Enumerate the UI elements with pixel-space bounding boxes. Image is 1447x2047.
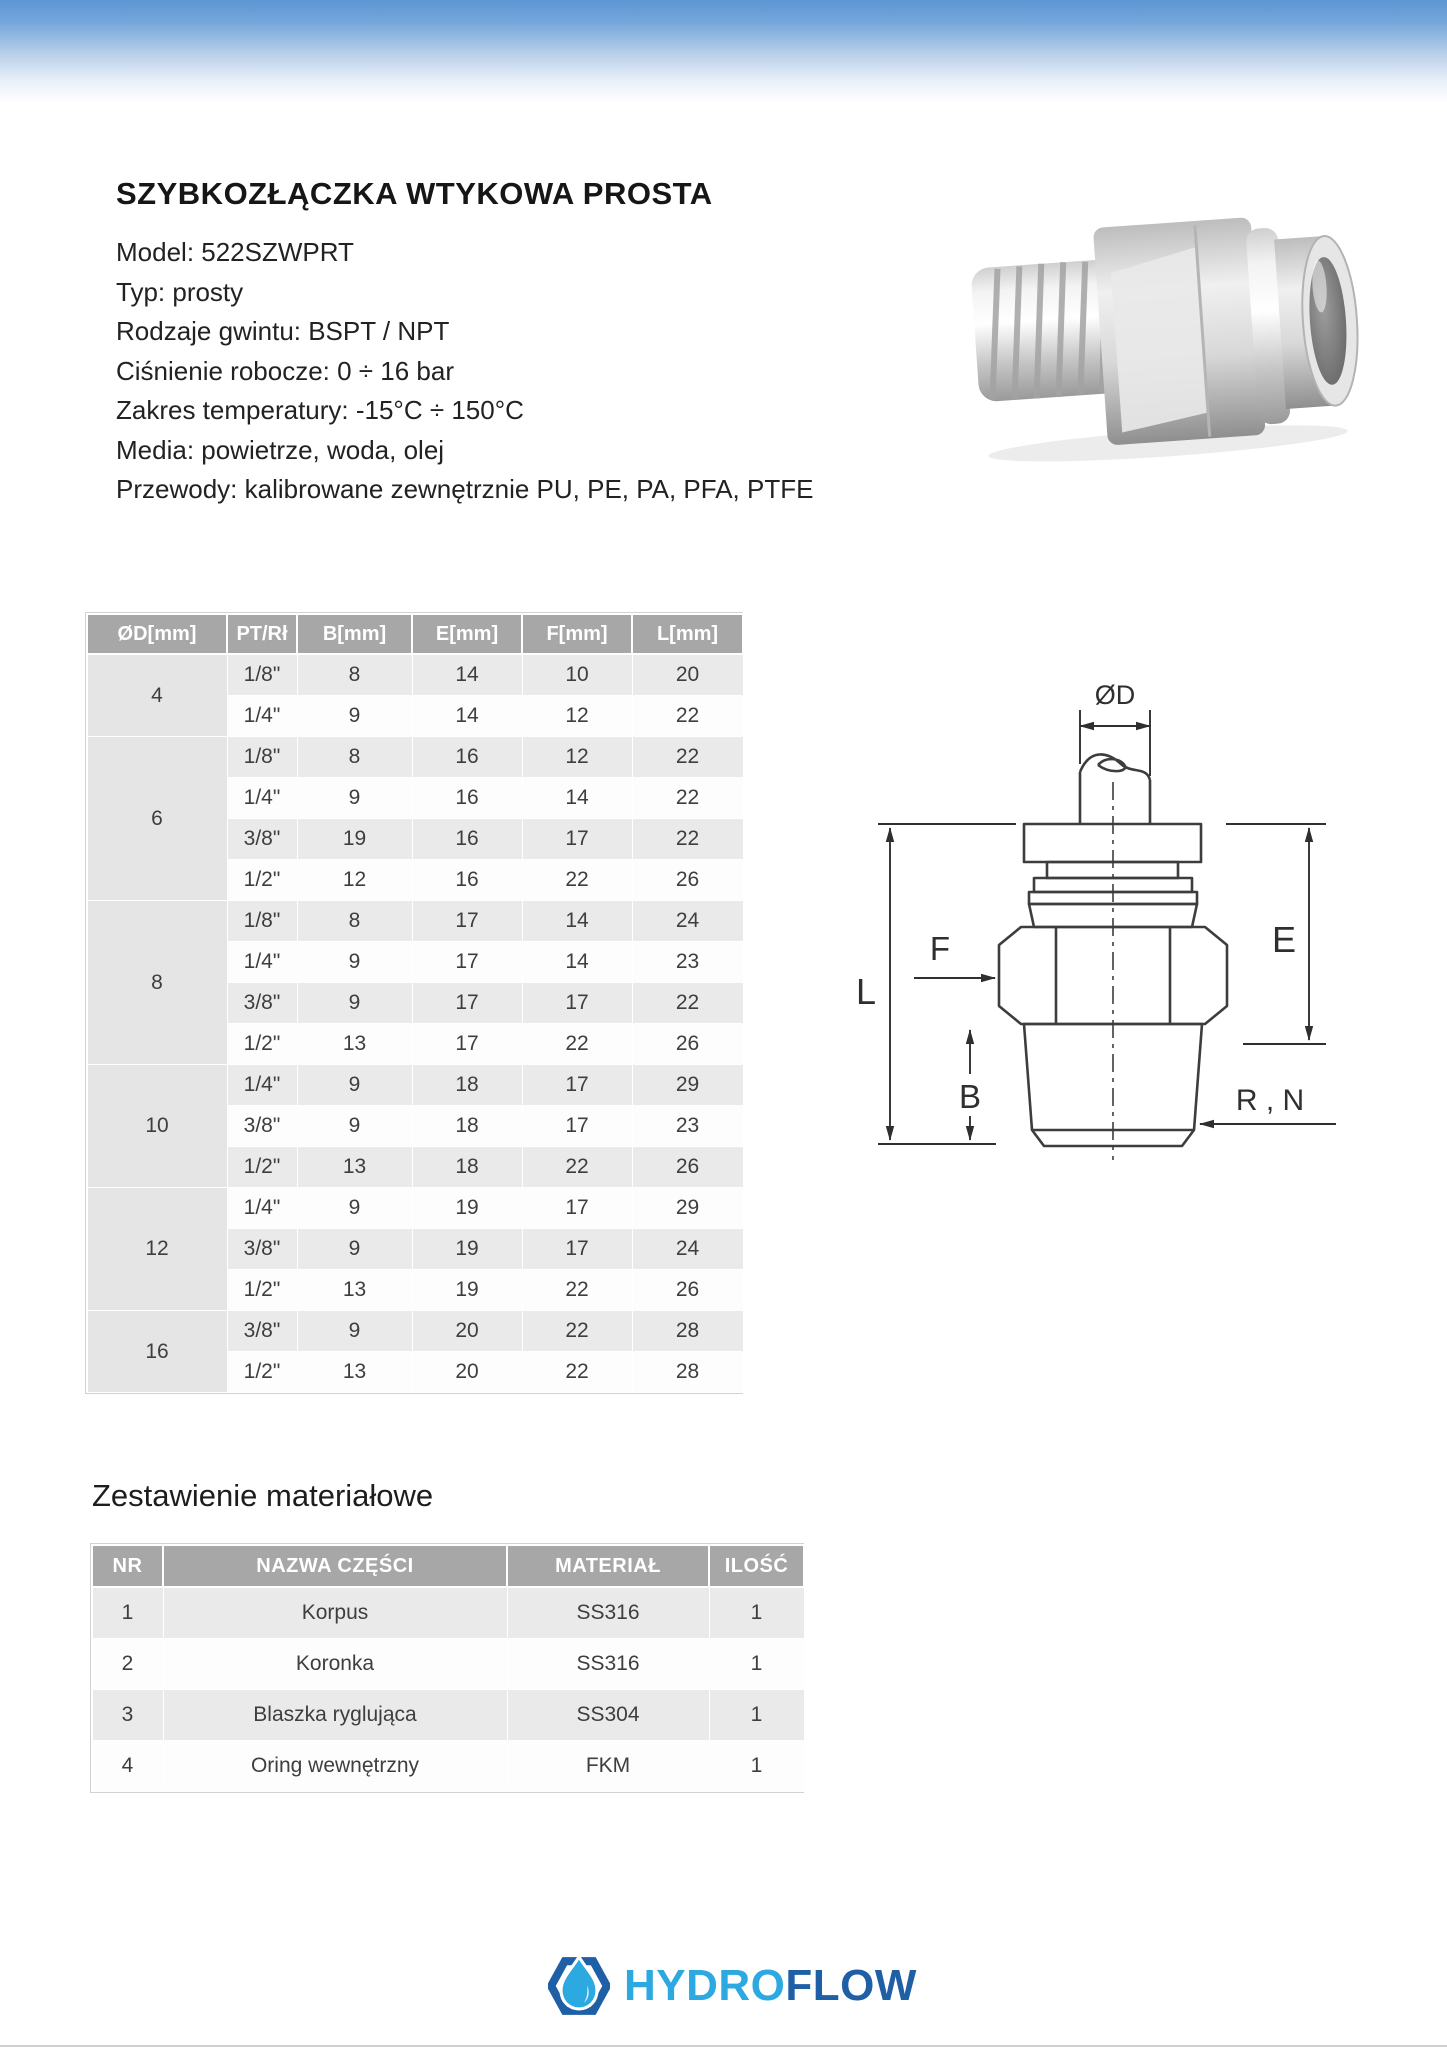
- dimension-cell: 28: [632, 1311, 743, 1352]
- dimension-cell: 22: [522, 1311, 632, 1352]
- page-title: SZYBKOZŁĄCZKA WTYKOWA PROSTA: [116, 176, 713, 211]
- dimension-cell: 14: [522, 778, 632, 819]
- dimension-table-header-row: [87, 614, 743, 654]
- dimension-row: [87, 1188, 743, 1229]
- dimension-cell: 1/4": [227, 1065, 297, 1106]
- dim-label-length: L: [855, 971, 877, 1012]
- dim-length: [856, 824, 1016, 1144]
- dimension-cell: 22: [522, 860, 632, 901]
- dimension-cell: 1/8": [227, 737, 297, 778]
- dimension-cell: 22: [632, 696, 743, 737]
- dim-label-diameter: ØD: [1094, 680, 1136, 710]
- hydroflow-logo: [548, 1952, 917, 2020]
- dim-b: [959, 1030, 981, 1140]
- logo-text-hydro: HYDRO: [624, 1961, 786, 2010]
- dimension-cell: 20: [412, 1352, 522, 1393]
- dimension-cell: 22: [522, 1270, 632, 1311]
- dimension-cell: 18: [412, 1065, 522, 1106]
- dimension-cell: 26: [632, 1270, 743, 1311]
- col-header-thread: PT/Rł: [227, 614, 297, 654]
- dimension-cell: 14: [412, 696, 522, 737]
- material-row: [92, 1639, 804, 1690]
- dimension-cell: 17: [522, 1188, 632, 1229]
- col-header-nr: NR: [92, 1545, 163, 1587]
- material-row: [92, 1587, 804, 1639]
- dimension-cell: 1/4": [227, 1188, 297, 1229]
- header-gradient-band: [0, 0, 1447, 104]
- dimension-cell: 1/4": [227, 778, 297, 819]
- diagram-tube: [1080, 754, 1150, 824]
- dimension-cell: 10: [522, 654, 632, 696]
- material-cell: 4: [92, 1741, 163, 1792]
- dimension-cell: 1/2": [227, 1024, 297, 1065]
- material-cell: SS316: [507, 1639, 709, 1690]
- dimension-cell: 14: [412, 654, 522, 696]
- product-specs: [116, 233, 813, 510]
- dimension-cell: 17: [522, 1065, 632, 1106]
- dimension-cell: 17: [522, 983, 632, 1024]
- dimension-cell: 22: [522, 1024, 632, 1065]
- dimension-cell: 18: [412, 1147, 522, 1188]
- dimension-cell: 19: [412, 1188, 522, 1229]
- dimension-cell: 28: [632, 1352, 743, 1393]
- material-cell: Oring wewnętrzny: [163, 1741, 507, 1792]
- spec-line: Ciśnienie robocze: 0 ÷ 16 bar: [116, 355, 455, 386]
- dimension-cell: 29: [632, 1188, 743, 1229]
- dimension-cell: 3/8": [227, 1106, 297, 1147]
- dimension-cell: 13: [297, 1147, 412, 1188]
- dimension-cell: 1/2": [227, 860, 297, 901]
- material-cell: SS316: [507, 1587, 709, 1639]
- dimension-cell: 9: [297, 1188, 412, 1229]
- material-cell: 1: [709, 1690, 804, 1741]
- spec-line: Media: powietrze, woda, olej: [116, 434, 445, 465]
- fitting-photo-group: [968, 210, 1360, 469]
- dimension-cell: 8: [297, 654, 412, 696]
- diagram-hex-nut: [999, 927, 1227, 1024]
- dimension-cell: 1/2": [227, 1270, 297, 1311]
- diameter-group-cell: 16: [87, 1311, 227, 1393]
- spec-line: Zakres temperatury: -15°C ÷ 150°C: [116, 395, 524, 425]
- diameter-group-cell: 8: [87, 901, 227, 1065]
- col-header-part-name: NAZWA CZĘŚCI: [163, 1545, 507, 1587]
- dim-thread-type: [1200, 1084, 1336, 1124]
- spec-line: Typ: prosty: [116, 276, 244, 307]
- dimension-cell: 1/4": [227, 942, 297, 983]
- dimension-cell: 26: [632, 1024, 743, 1065]
- dimension-cell: 1/2": [227, 1352, 297, 1393]
- product-photo: [950, 178, 1360, 473]
- dim-label-e: E: [1271, 919, 1296, 960]
- dimension-cell: 9: [297, 1311, 412, 1352]
- dimension-cell: 19: [412, 1229, 522, 1270]
- dimension-cell: 20: [632, 654, 743, 696]
- material-cell: 1: [709, 1741, 804, 1792]
- dimension-cell: 29: [632, 1065, 743, 1106]
- col-header-e: E[mm]: [412, 614, 522, 654]
- materials-table-wrap: [90, 1543, 804, 1793]
- dimension-cell: 3/8": [227, 819, 297, 860]
- material-row: [92, 1690, 804, 1741]
- dimension-cell: 9: [297, 1229, 412, 1270]
- dimension-cell: 20: [412, 1311, 522, 1352]
- dimension-cell: 9: [297, 696, 412, 737]
- dimension-cell: 14: [522, 942, 632, 983]
- dimension-cell: 9: [297, 778, 412, 819]
- spec-line: Przewody: kalibrowane zewnętrznie PU, PE, PA, PFA, PTFE: [116, 474, 814, 504]
- col-header-diameter: ØD[mm]: [87, 614, 227, 654]
- col-header-b: B[mm]: [297, 614, 412, 654]
- dimension-cell: 3/8": [227, 983, 297, 1024]
- material-cell: Korpus: [163, 1587, 507, 1639]
- dimension-cell: 26: [632, 1147, 743, 1188]
- col-header-f: F[mm]: [522, 614, 632, 654]
- dimension-cell: 9: [297, 942, 412, 983]
- dimension-cell: 9: [297, 1065, 412, 1106]
- diameter-group-cell: 10: [87, 1065, 227, 1188]
- dimension-cell: 16: [412, 737, 522, 778]
- dimension-cell: 26: [632, 860, 743, 901]
- logo-hex-drop-icon: [548, 1953, 610, 2019]
- material-cell: SS304: [507, 1690, 709, 1741]
- dimension-cell: 3/8": [227, 1229, 297, 1270]
- dimension-cell: 17: [412, 901, 522, 942]
- spec-line: Rodzaje gwintu: BSPT / NPT: [116, 316, 450, 346]
- dimension-cell: 19: [297, 819, 412, 860]
- dimension-cell: 17: [412, 942, 522, 983]
- dimension-cell: 22: [632, 737, 743, 778]
- dimension-cell: 24: [632, 901, 743, 942]
- dim-label-f: F: [929, 930, 951, 967]
- dimension-cell: 16: [412, 778, 522, 819]
- col-header-material: MATERIAŁ: [507, 1545, 709, 1587]
- dimension-cell: 19: [412, 1270, 522, 1311]
- dimension-cell: 18: [412, 1106, 522, 1147]
- dimension-cell: 9: [297, 983, 412, 1024]
- materials-table: [91, 1544, 805, 1792]
- dimension-cell: 8: [297, 737, 412, 778]
- material-cell: 1: [709, 1639, 804, 1690]
- dimension-cell: 17: [522, 1229, 632, 1270]
- dim-diameter: [1080, 680, 1150, 776]
- dimension-cell: 22: [632, 778, 743, 819]
- materials-heading: Zestawienie materiałowe: [92, 1478, 434, 1513]
- material-cell: 3: [92, 1690, 163, 1741]
- dimension-cell: 13: [297, 1270, 412, 1311]
- col-header-qty: ILOŚĆ: [709, 1545, 804, 1587]
- dimension-row: [87, 1311, 743, 1352]
- dimension-cell: 17: [522, 1106, 632, 1147]
- dimension-cell: 22: [632, 983, 743, 1024]
- dimension-cell: 13: [297, 1024, 412, 1065]
- material-cell: 1: [709, 1587, 804, 1639]
- dimension-cell: 17: [412, 1024, 522, 1065]
- diameter-group-cell: 6: [87, 737, 227, 901]
- material-cell: Koronka: [163, 1639, 507, 1690]
- dimension-row: [87, 901, 743, 942]
- material-cell: 2: [92, 1639, 163, 1690]
- dimension-table: [86, 613, 744, 1393]
- spec-line: Model: 522SZWPRT: [116, 237, 354, 267]
- dimension-cell: 1/4": [227, 696, 297, 737]
- materials-table-header-row: [92, 1545, 804, 1587]
- material-cell: 1: [92, 1587, 163, 1639]
- dimension-cell: 17: [412, 983, 522, 1024]
- dimension-cell: 14: [522, 901, 632, 942]
- material-row: [92, 1741, 804, 1792]
- dimension-cell: 1/2": [227, 1147, 297, 1188]
- dimension-cell: 16: [412, 860, 522, 901]
- dimension-cell: 17: [522, 819, 632, 860]
- dimension-cell: 8: [297, 901, 412, 942]
- dimension-cell: 9: [297, 1106, 412, 1147]
- dimension-cell: 1/8": [227, 901, 297, 942]
- dimension-cell: 3/8": [227, 1311, 297, 1352]
- dim-e: [1226, 824, 1326, 1044]
- photo-hex-facet: [1110, 247, 1209, 433]
- dimension-cell: 23: [632, 1106, 743, 1147]
- dimension-cell: 12: [522, 696, 632, 737]
- dim-label-b: B: [958, 1078, 982, 1115]
- dimension-row: [87, 654, 743, 696]
- dimension-cell: 22: [522, 1147, 632, 1188]
- dimension-cell: 12: [297, 860, 412, 901]
- dim-label-thread-type: R , N: [1235, 1084, 1305, 1117]
- dimension-cell: 1/8": [227, 654, 297, 696]
- diameter-group-cell: 12: [87, 1188, 227, 1311]
- material-cell: FKM: [507, 1741, 709, 1792]
- dim-f: [914, 930, 995, 978]
- logo-text-flow: FLOW: [785, 1961, 917, 2010]
- dimension-cell: 22: [632, 819, 743, 860]
- dimension-table-wrap: [85, 612, 743, 1394]
- dimension-row: [87, 1065, 743, 1106]
- dimension-row: [87, 737, 743, 778]
- dimension-cell: 13: [297, 1352, 412, 1393]
- col-header-l: L[mm]: [632, 614, 743, 654]
- dimension-cell: 24: [632, 1229, 743, 1270]
- dimension-cell: 12: [522, 737, 632, 778]
- dimension-cell: 16: [412, 819, 522, 860]
- diameter-group-cell: 4: [87, 654, 227, 737]
- logo-text: [624, 1961, 917, 2011]
- dimension-cell: 23: [632, 942, 743, 983]
- dimension-cell: 22: [522, 1352, 632, 1393]
- technical-diagram: [828, 652, 1388, 1167]
- material-cell: Blaszka ryglująca: [163, 1690, 507, 1741]
